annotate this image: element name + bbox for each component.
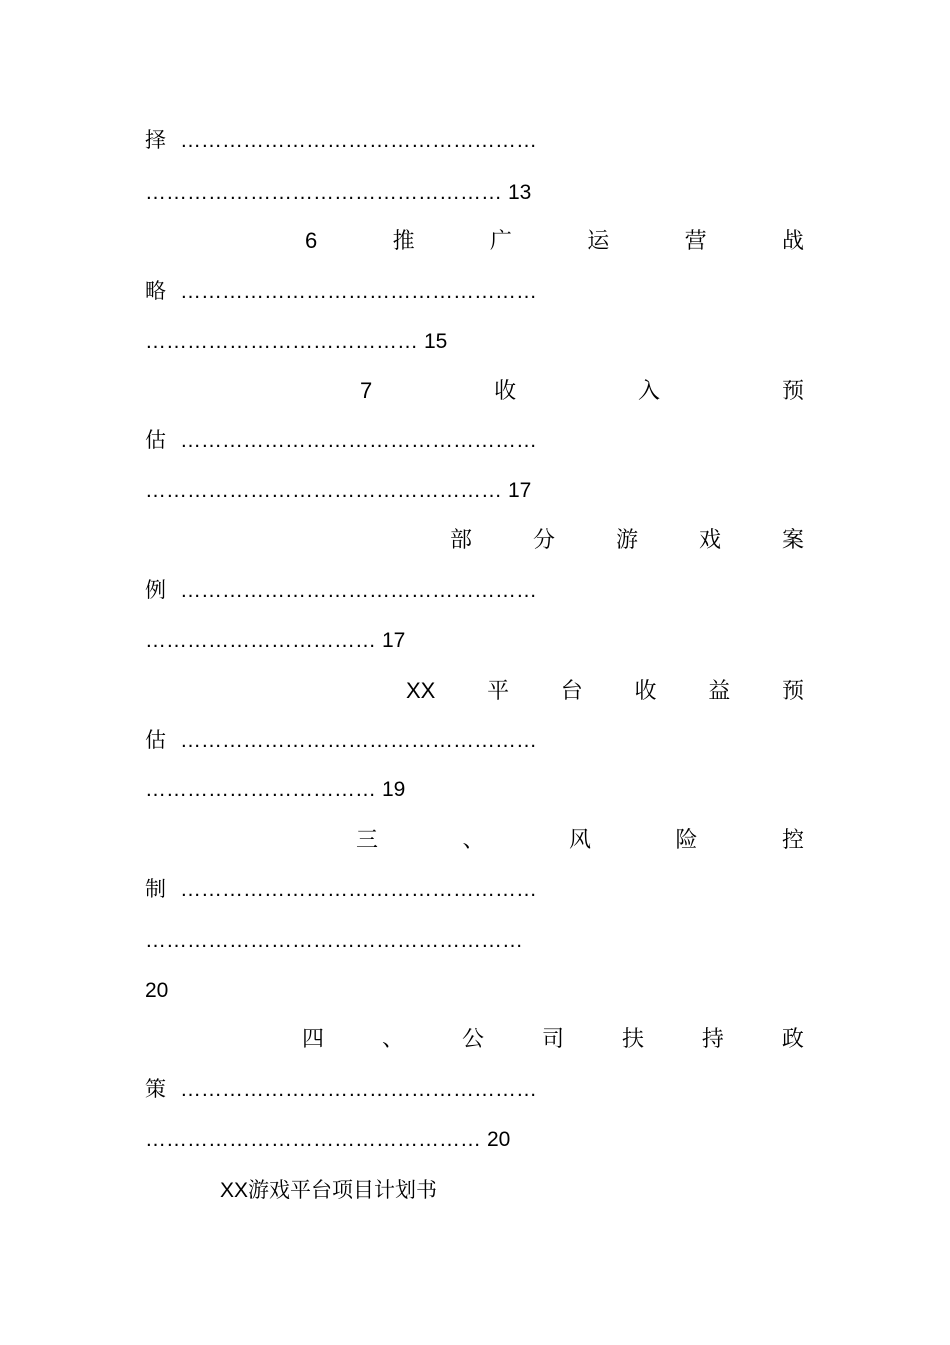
toc-word: 入 — [638, 378, 661, 403]
toc-line — [145, 476, 531, 506]
toc-word: 6 — [305, 228, 318, 253]
toc-leader-dots: …………………………………………… — [180, 429, 537, 452]
toc-word: 案 — [781, 527, 804, 552]
toc-line — [145, 426, 537, 456]
toc-line — [145, 178, 531, 208]
toc-lead-char: 估 — [145, 729, 166, 752]
toc-leader-dots: ……………………………………………… — [145, 929, 523, 952]
toc-leader-dots: …………………………………………… — [145, 181, 502, 204]
toc-word: 三 — [356, 827, 379, 852]
toc-word: 险 — [675, 827, 698, 852]
toc-page-number: 17 — [508, 479, 532, 502]
toc-heading-spread — [302, 1024, 804, 1054]
toc-line — [145, 726, 537, 756]
toc-word: 预 — [781, 678, 804, 703]
toc-page-number: 17 — [382, 629, 406, 652]
toc-heading-spread — [406, 676, 804, 706]
toc-word: 政 — [781, 1026, 804, 1051]
toc-leader-dots: ………………………………………… — [145, 1128, 481, 1151]
toc-leader-dots: …………………………………………… — [180, 1078, 537, 1101]
toc-line — [145, 926, 523, 956]
toc-word: 、 — [381, 1026, 404, 1051]
toc-word: XX — [406, 678, 436, 703]
toc-word: 部 — [450, 527, 473, 552]
toc-leader-dots: …………………………………………… — [180, 129, 537, 152]
toc-page-number: 20 — [145, 979, 169, 1002]
toc-line — [145, 626, 405, 656]
toc-word: 四 — [302, 1026, 325, 1051]
toc-word: 预 — [781, 378, 804, 403]
toc-page-number: 20 — [487, 1128, 511, 1151]
toc-word: 司 — [541, 1026, 564, 1051]
toc-leader-dots: …………………………………………… — [180, 280, 537, 303]
toc-lead-char: 制 — [145, 878, 166, 901]
toc-leader-dots: …………………………… — [145, 778, 376, 801]
toc-word: 台 — [560, 678, 583, 703]
toc-page-number: 13 — [508, 181, 532, 204]
toc-lead-char: 例 — [145, 579, 166, 602]
toc-heading-spread — [360, 376, 804, 406]
toc-leader-dots: …………………………………………… — [180, 878, 537, 901]
toc-word: 平 — [487, 678, 510, 703]
toc-leader-dots: …………………………… — [145, 629, 376, 652]
toc-lead-char: 择 — [145, 129, 166, 152]
toc-word: 扶 — [621, 1026, 644, 1051]
toc-line — [145, 277, 537, 307]
toc-line — [145, 126, 537, 156]
toc-line — [145, 327, 447, 357]
toc-word: 收 — [494, 378, 517, 403]
toc-leader-dots: ………………………………… — [145, 330, 418, 353]
toc-word: 分 — [532, 527, 555, 552]
toc-page-number: 19 — [382, 778, 406, 801]
toc-line — [145, 1075, 537, 1105]
toc-word: 公 — [461, 1026, 484, 1051]
toc-word: 风 — [568, 827, 591, 852]
toc-page-number: 15 — [424, 330, 448, 353]
toc-heading-spread — [305, 226, 804, 256]
toc-heading-spread — [356, 825, 804, 855]
toc-leader-dots: …………………………………………… — [180, 729, 537, 752]
toc-line — [145, 1125, 510, 1155]
toc-word: 益 — [708, 678, 731, 703]
toc-lead-char: 估 — [145, 429, 166, 452]
toc-line — [145, 576, 537, 606]
toc-leader-dots: …………………………………………… — [180, 579, 537, 602]
toc-word: 游 — [615, 527, 638, 552]
toc-line — [145, 875, 537, 905]
toc-word: 运 — [587, 228, 610, 253]
toc-lead-char: 策 — [145, 1078, 166, 1101]
toc-word: 广 — [489, 228, 512, 253]
toc-word: 持 — [701, 1026, 724, 1051]
toc-word: 战 — [781, 228, 804, 253]
toc-word: 7 — [360, 378, 373, 403]
toc-word: 戏 — [698, 527, 721, 552]
toc-word: 控 — [781, 827, 804, 852]
toc-word: 收 — [634, 678, 657, 703]
toc-leader-dots: …………………………………………… — [145, 479, 502, 502]
toc-word: 营 — [684, 228, 707, 253]
toc-line — [145, 976, 168, 1006]
toc-word: 推 — [392, 228, 415, 253]
toc-word: 、 — [462, 827, 485, 852]
toc-line — [145, 775, 405, 805]
toc-lead-char: 略 — [145, 280, 166, 303]
document-title: XX游戏平台项目计划书 — [220, 1179, 438, 1202]
toc-heading-spread — [450, 525, 804, 555]
